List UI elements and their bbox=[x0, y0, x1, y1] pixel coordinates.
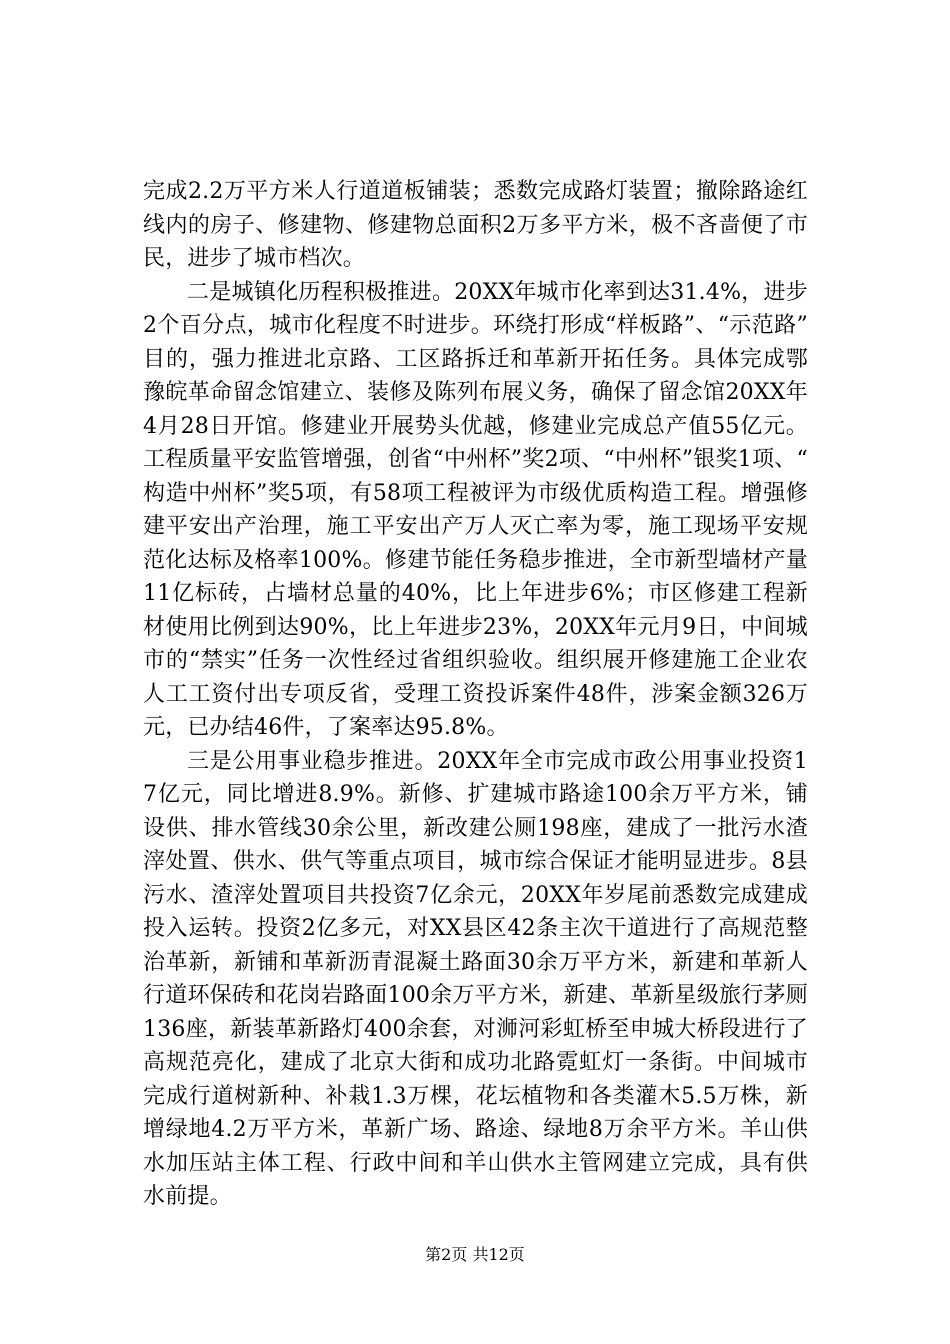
paragraph-3: 三是公用事业稳步推进。20XX年全市完成市政公用事业投资17亿元，同比增进8.9%。新修、扩建城市路途100余万平方米，铺设供、排水管线30余公里，新改建公厕198座，建成了一批污水渣滓处置、供水、供气等重点项目，城市综合保证才能明显进步。8县污水、渣滓处置项目共投资7亿余元，20XX年岁尾前悉数完成建成投入运转。投资2亿多元，对XX县区42条主次干道进行了高规范整治革新，新铺和革新沥青混凝土路面30余万平方米，新建和革新人行道环保砖和花岗岩路面100余万平方米，新建、革新星级旅行茅厕136座，新装革新路灯400余套，对浉河彩虹桥至申城大桥段进行了高规范亮化，建成了北京大街和成功北路霓虹灯一条街。中间城市完成行道树新种、补栽1.3万棵，花坛植物和各类灌木5.5万株，新增绿地4.2万平方米，革新广场、路途、绿地8万余平方米。羊山供水加压站主体工程、行政中间和羊山供水主管网建立完成，具有供水前提。 bbox=[143, 748, 808, 1209]
paragraph-2: 二是城镇化历程积极推进。20XX年城市化率到达31.4%，进步2个百分点，城市化程度不时进步。环绕打形成“样板路”、“示范路”目的，强力推进北京路、工区路拆迁和革新开拓任务。具体完成鄂豫皖革命留念馆建立、装修及陈列布展义务，确保了留念馆20XX年4月28日开馆。修建业开展势头优越，修建业完成总产值55亿元。工程质量平安监管增强，创省“中州杯”奖2项、“中州杯”银奖1项、“构造中州杯”奖5项，有58项工程被评为市级优质构造工程。增强修建平安出产治理，施工平安出产万人灭亡率为零，施工现场平安规范化达标及格率100%。修建节能任务稳步推进，全市新型墙材产量11亿标砖，占墙材总量的40%，比上年进步6%；市区修建工程新材使用比例到达90%，比上年进步23%，20XX年元月9日，中间城市的“禁实”任务一次性经过省组织验收。组织展开修建施工企业农人工工资付出专项反省，受理工资投诉案件48件，涉案金额326万元，已办结46件，了案率达95.8%。 bbox=[143, 279, 808, 740]
page-footer: 第2页 共12页 bbox=[425, 1245, 525, 1264]
document-body bbox=[143, 175, 808, 1214]
paragraph-1: 完成2.2万平方米人行道道板铺装；悉数完成路灯装置；撤除路途红线内的房子、修建物、修建物总面积2万多平方米，极不吝啬便了市民，进步了城市档次。 bbox=[143, 179, 808, 271]
